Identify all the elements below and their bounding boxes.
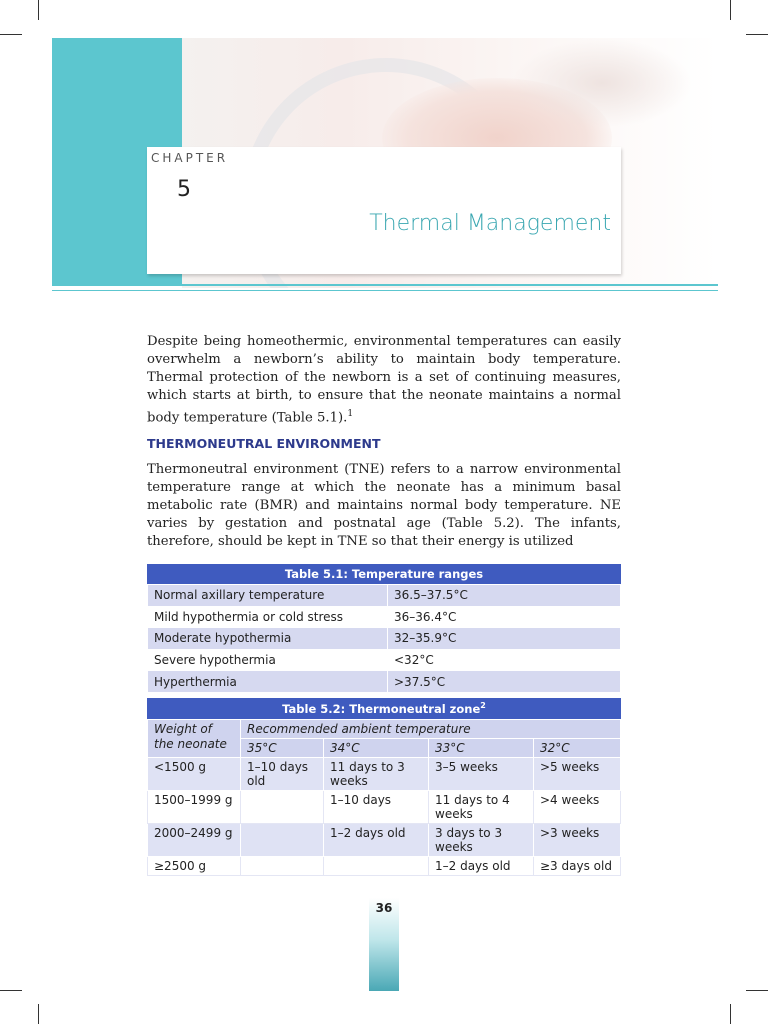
chapter-number: 5 bbox=[177, 177, 191, 202]
crop-mark bbox=[746, 34, 768, 35]
table-cell bbox=[241, 856, 324, 875]
table1-title: Table 5.1: Temperature ranges bbox=[147, 564, 621, 584]
table-cell: Hyperthermia bbox=[148, 671, 388, 693]
table-cell: Normal axillary temperature bbox=[148, 585, 388, 607]
table-cell bbox=[241, 823, 324, 856]
table-cell: >3 weeks bbox=[534, 823, 621, 856]
table-cell: 3–5 weeks bbox=[429, 757, 534, 790]
table-cell: 1–2 days old bbox=[324, 823, 429, 856]
temp-column-header: 32°C bbox=[534, 738, 621, 757]
table-cell: 1–2 days old bbox=[429, 856, 534, 875]
weight-column-header: Weight of the neonate bbox=[148, 719, 241, 757]
table-row bbox=[148, 856, 621, 875]
crop-mark bbox=[746, 990, 768, 991]
thermoneutral-zone-table bbox=[147, 698, 621, 876]
table-row bbox=[148, 757, 621, 790]
table-cell: 36.5–37.5°C bbox=[388, 585, 621, 607]
table-cell: Moderate hypothermia bbox=[148, 628, 388, 650]
table-header-row bbox=[148, 719, 621, 738]
table-cell: 32–35.9°C bbox=[388, 628, 621, 650]
table-cell bbox=[324, 856, 429, 875]
table2-reference: 2 bbox=[480, 701, 486, 710]
table-cell: 11 days to 4 weeks bbox=[429, 790, 534, 823]
crop-mark bbox=[0, 990, 22, 991]
section-paragraph: Thermoneutral environment (TNE) refers to a narrow environmental temperature range at which the neonate has a minimum basal metabolic rate (BMR) and maintains normal body temperature. NE varies by gestation and postnatal age (Table 5.2). The infants, therefore, should be kept in TNE so that their energy is utilized bbox=[147, 462, 621, 549]
temperature-ranges-table bbox=[147, 564, 621, 693]
table-cell: >4 weeks bbox=[534, 790, 621, 823]
table-cell: 2000–2499 g bbox=[148, 823, 241, 856]
chapter-label: CHAPTER bbox=[151, 151, 229, 165]
page-number: 36 bbox=[375, 901, 393, 915]
table-row bbox=[148, 671, 621, 693]
table-row bbox=[148, 790, 621, 823]
table-cell: ≥2500 g bbox=[148, 856, 241, 875]
section-heading: THERMONEUTRAL ENVIRONMENT bbox=[147, 436, 381, 451]
table-cell: 36–36.4°C bbox=[388, 606, 621, 628]
table-cell: ≥3 days old bbox=[534, 856, 621, 875]
table-cell: 1500–1999 g bbox=[148, 790, 241, 823]
crop-mark bbox=[0, 34, 22, 35]
table-cell: <32°C bbox=[388, 649, 621, 671]
table-cell: 11 days to 3 weeks bbox=[324, 757, 429, 790]
table-cell: >5 weeks bbox=[534, 757, 621, 790]
table-cell bbox=[241, 790, 324, 823]
table-cell: Mild hypothermia or cold stress bbox=[148, 606, 388, 628]
temperature-group-header: Recommended ambient temperature bbox=[241, 719, 621, 738]
table-cell: <1500 g bbox=[148, 757, 241, 790]
header-rule bbox=[52, 290, 718, 291]
table-cell: 3 days to 3 weeks bbox=[429, 823, 534, 856]
temp-column-header: 34°C bbox=[324, 738, 429, 757]
table2-title: Table 5.2: Thermoneutral zone$^2$ bbox=[147, 698, 621, 719]
crop-mark bbox=[38, 0, 39, 20]
table-row bbox=[148, 585, 621, 607]
table-row bbox=[148, 628, 621, 650]
table-row bbox=[148, 823, 621, 856]
crop-mark bbox=[730, 0, 731, 20]
temp-column-header: 35°C bbox=[241, 738, 324, 757]
table-row bbox=[148, 649, 621, 671]
crop-mark bbox=[730, 1004, 731, 1024]
chapter-card bbox=[147, 147, 621, 274]
table-cell: 1–10 days old bbox=[241, 757, 324, 790]
chapter-title: Thermal Management bbox=[369, 211, 611, 236]
intro-paragraph: Despite being homeothermic, environmental temperatures can easily overwhelm a newborn’s ability to maintain body temperature. Thermal protection of the newborn is a set of continuing measures, which starts at birth, to ensure that the neonate maintains a normal body temperature (Table 5.1).$^1$ bbox=[147, 334, 621, 426]
table-cell: >37.5°C bbox=[388, 671, 621, 693]
temp-column-header: 33°C bbox=[429, 738, 534, 757]
crop-mark bbox=[38, 1004, 39, 1024]
header-rule bbox=[52, 284, 718, 286]
table-cell: 1–10 days bbox=[324, 790, 429, 823]
table-row bbox=[148, 606, 621, 628]
intro-reference: 1 bbox=[347, 409, 354, 419]
table-cell: Severe hypothermia bbox=[148, 649, 388, 671]
